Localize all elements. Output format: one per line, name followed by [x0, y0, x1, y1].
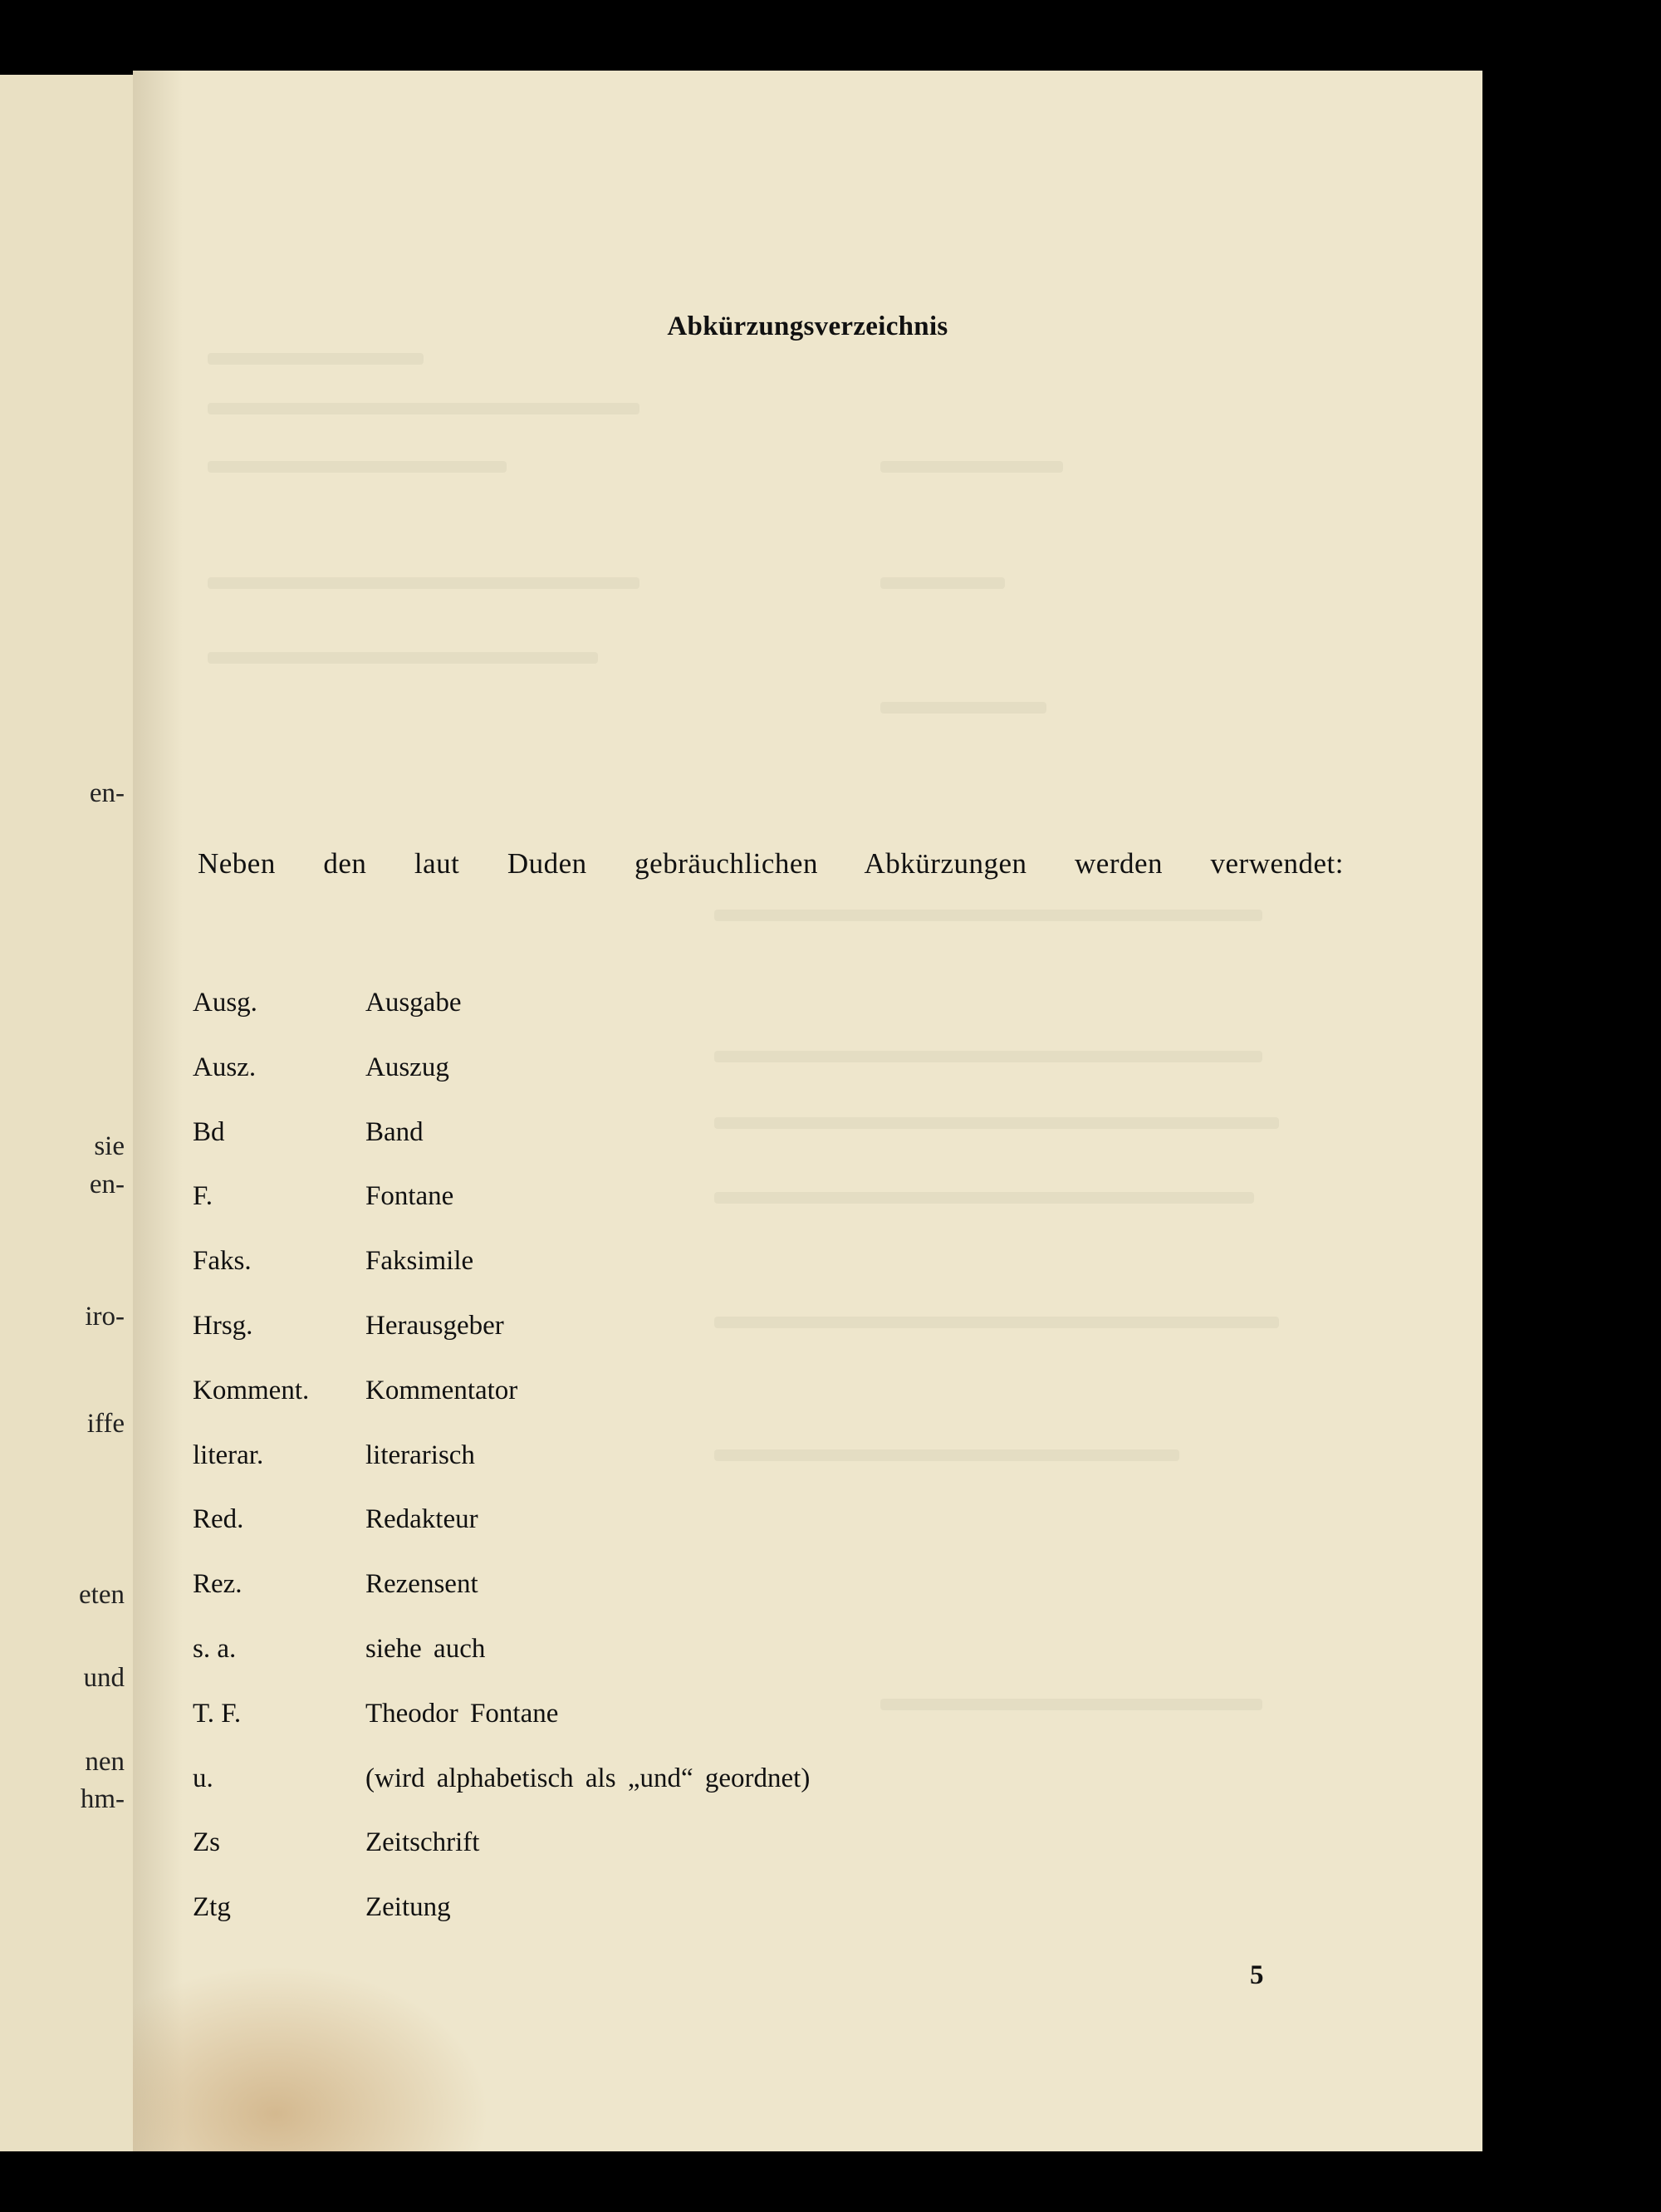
abbreviation: Zs — [193, 1827, 220, 1858]
previous-page-fragments — [0, 75, 140, 2151]
list-item — [193, 1504, 1355, 1569]
fragment: eten — [79, 1580, 125, 1610]
page-number: 5 — [1250, 1960, 1264, 1990]
abbreviation: T. F. — [193, 1698, 242, 1729]
expansion: (wird alphabetisch als „und“ geordnet) — [365, 1763, 811, 1793]
list-item — [193, 1699, 1355, 1763]
list-item — [193, 1634, 1355, 1699]
expansion: Band — [365, 1116, 424, 1147]
list-item — [193, 1440, 1355, 1505]
expansion: Zeitschrift — [365, 1827, 480, 1858]
list-item — [193, 1376, 1355, 1440]
expansion: Auszug — [365, 1052, 449, 1082]
list-item — [193, 1052, 1355, 1117]
expansion: Theodor Fontane — [365, 1698, 559, 1729]
fragment: hm- — [80, 1784, 125, 1814]
bleed-through — [714, 910, 1262, 921]
expansion: Ausgabe — [365, 988, 462, 1018]
expansion: Fontane — [365, 1181, 454, 1212]
list-item — [193, 1763, 1355, 1828]
abbreviation: Ausz. — [193, 1052, 257, 1082]
abbreviation: Ausg. — [193, 988, 257, 1018]
list-item — [193, 1246, 1355, 1311]
expansion: literarisch — [365, 1440, 475, 1470]
bleed-through — [880, 577, 1005, 589]
fragment: iro- — [85, 1302, 125, 1332]
paper-stain — [133, 1964, 490, 2151]
abbreviation: literar. — [193, 1440, 264, 1470]
previous-page-edge — [0, 75, 140, 2151]
expansion: Zeitung — [365, 1892, 451, 1923]
expansion: Rezensent — [365, 1569, 478, 1600]
bleed-through — [208, 403, 639, 414]
fragment: iffe — [86, 1409, 125, 1439]
expansion: Redakteur — [365, 1504, 478, 1535]
bleed-through — [208, 461, 507, 473]
list-item — [193, 1181, 1355, 1246]
intro-paragraph: Neben den laut Duden gebräuchlichen Abkürzungen werden verwendet: — [198, 847, 1344, 880]
abbreviation: s. a. — [193, 1633, 237, 1664]
bleed-through — [880, 461, 1063, 473]
page-title: Abkürzungsverzeichnis — [667, 311, 948, 341]
expansion: Kommentator — [365, 1375, 518, 1405]
document-page — [133, 71, 1482, 2151]
bleed-through — [208, 577, 639, 589]
list-item — [193, 988, 1355, 1052]
bleed-through — [208, 652, 598, 664]
abbreviation: Bd — [193, 1116, 225, 1147]
expansion: Herausgeber — [365, 1310, 504, 1341]
list-item — [193, 1827, 1355, 1892]
abbreviation: Red. — [193, 1504, 244, 1535]
fragment: nen — [85, 1747, 125, 1777]
expansion: Faksimile — [365, 1246, 474, 1277]
fragment: sie — [94, 1131, 125, 1161]
abbreviation: u. — [193, 1763, 213, 1793]
expansion: siehe auch — [365, 1633, 486, 1664]
list-item — [193, 1892, 1355, 1957]
fragment: en- — [89, 778, 125, 808]
fragment: und — [83, 1663, 125, 1693]
bleed-through — [208, 353, 424, 365]
abbreviation: Ztg — [193, 1892, 231, 1923]
abbreviation: F. — [193, 1181, 213, 1212]
fragment: en- — [89, 1170, 125, 1199]
abbreviation: Rez. — [193, 1569, 243, 1600]
abbreviation: Komment. — [193, 1375, 310, 1405]
abbreviation: Faks. — [193, 1246, 252, 1277]
list-item — [193, 1117, 1355, 1182]
list-item — [193, 1569, 1355, 1634]
bleed-through — [880, 702, 1046, 714]
abbreviation-list — [193, 988, 1355, 1957]
list-item — [193, 1311, 1355, 1376]
abbreviation: Hrsg. — [193, 1310, 253, 1341]
